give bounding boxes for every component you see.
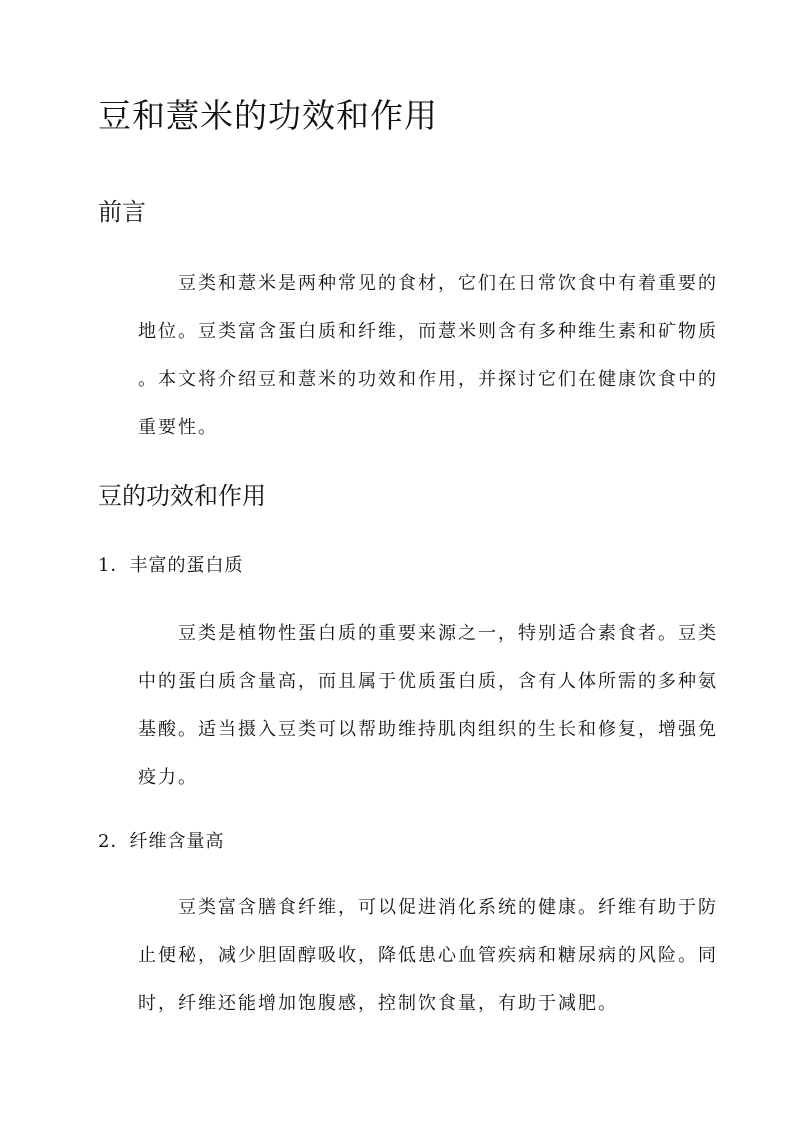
paragraph-line: 止便秘，减少胆固醇吸收，降低患心血管疾病和糖尿病的风险。同	[138, 945, 718, 966]
paragraph-line: 豆类是植物性蛋白质的重要来源之一，特别适合素食者。豆类	[178, 623, 718, 644]
fiber-paragraph	[98, 884, 718, 1028]
subsection-heading-protein: 1．丰富的蛋白质	[98, 555, 244, 576]
section-heading-preface: 前言	[98, 198, 146, 226]
paragraph-line: 地位。豆类富含蛋白质和纤维，而薏米则含有多种维生素和矿物质	[138, 321, 718, 342]
subsection-heading-fiber: 2．纤维含量高	[98, 831, 225, 852]
paragraph-line: 疫力。	[138, 767, 198, 788]
paragraph-line: 豆类和薏米是两种常见的食材，它们在日常饮食中有着重要的	[178, 273, 718, 294]
paragraph-line: 。本文将介绍豆和薏米的功效和作用，并探讨它们在健康饮食中的	[138, 369, 718, 390]
paragraph-line: 时，纤维还能增加饱腹感，控制饮食量，有助于减肥。	[138, 993, 618, 1014]
protein-paragraph	[98, 610, 718, 802]
paragraph-line: 基酸。适当摄入豆类可以帮助维持肌肉组织的生长和修复，增强免	[138, 719, 718, 740]
document-title: 豆和薏米的功效和作用	[98, 96, 438, 135]
preface-paragraph	[98, 260, 718, 452]
paragraph-line: 豆类富含膳食纤维，可以促进消化系统的健康。纤维有助于防	[178, 897, 718, 918]
paragraph-line: 重要性。	[138, 417, 218, 438]
section-heading-bean: 豆的功效和作用	[98, 482, 266, 510]
paragraph-line: 中的蛋白质含量高，而且属于优质蛋白质，含有人体所需的多种氨	[138, 671, 718, 692]
